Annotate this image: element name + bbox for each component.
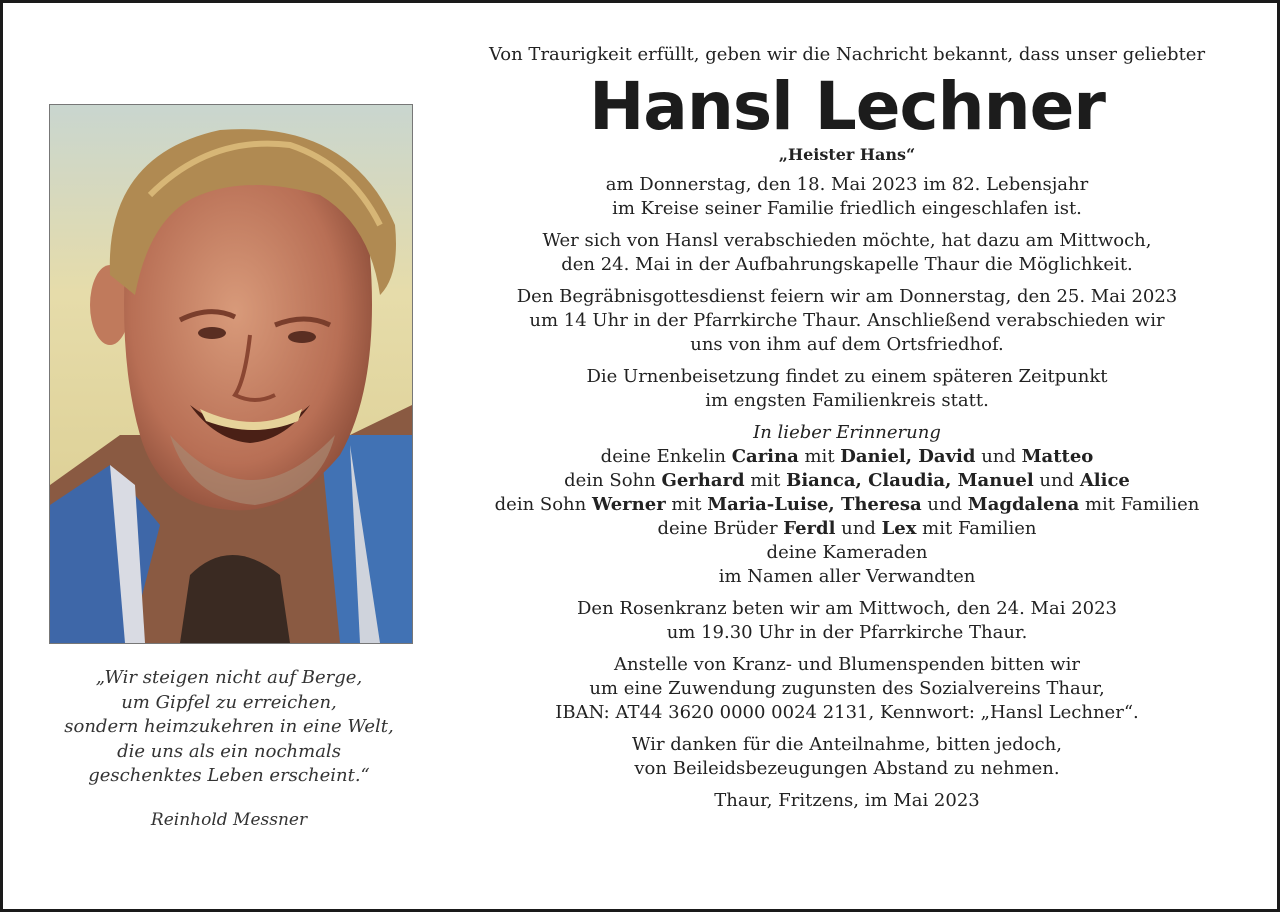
- donation-line: IBAN: AT44 3620 0000 0024 2131, Kennwort: „Hansl Lechner“.: [555, 702, 1139, 723]
- memory-heading: In lieber Erinnerung: [753, 422, 941, 443]
- quote-line: „Wir steigen nicht auf Berge,: [95, 667, 363, 688]
- nickname: „Heister Hans“: [778, 145, 916, 164]
- rosary-line: um 19.30 Uhr in der Pfarrkirche Thaur.: [666, 622, 1028, 643]
- death-line: im Kreise seiner Familie friedlich eingeschlafen ist.: [612, 198, 1082, 219]
- memorial-quote: [23, 666, 435, 789]
- farewell-line: Wer sich von Hansl verabschieden möchte, hat dazu am Mittwoch,: [542, 230, 1152, 251]
- mourner-line: im Namen aller Verwandten: [718, 566, 976, 587]
- mourner-line: deine Enkelin Carina mit Daniel, David und Matteo: [600, 446, 1094, 467]
- portrait-photo: [49, 104, 413, 644]
- intro-text: Von Traurigkeit erfüllt, geben wir die Nachricht bekannt, dass unser geliebter: [488, 44, 1206, 65]
- place-date: Thaur, Fritzens, im Mai 2023: [714, 790, 980, 811]
- donation-line: Anstelle von Kranz- und Blumenspenden bitten wir: [614, 654, 1080, 675]
- thanks-line: Wir danken für die Anteilnahme, bitten jedoch,: [632, 734, 1062, 755]
- death-line: am Donnerstag, den 18. Mai 2023 im 82. Lebensjahr: [605, 174, 1089, 195]
- funeral-line: Den Begräbnisgottesdienst feiern wir am Donnerstag, den 25. Mai 2023: [516, 286, 1178, 307]
- quote-line: sondern heimzukehren in eine Welt,: [64, 716, 394, 737]
- funeral-line: um 14 Uhr in der Pfarrkirche Thaur. Anschließend verabschieden wir: [529, 310, 1165, 331]
- rosary-line: Den Rosenkranz beten wir am Mittwoch, den 24. Mai 2023: [577, 598, 1117, 619]
- quote-author: Reinhold Messner: [150, 810, 308, 830]
- urn-line: Die Urnenbeisetzung findet zu einem späteren Zeitpunkt: [586, 366, 1108, 387]
- thanks-line: von Beileidsbezeugungen Abstand zu nehmen.: [634, 758, 1060, 779]
- quote-line: die uns als ein nochmals: [117, 740, 341, 762]
- quote-line: geschenktes Leben erscheint.“: [88, 765, 370, 786]
- mourner-line: dein Sohn Gerhard mit Bianca, Claudia, Manuel und Alice: [564, 470, 1130, 491]
- obituary-text: [447, 43, 1247, 813]
- mourner-line: deine Kameraden: [766, 542, 928, 563]
- urn-line: im engsten Familienkreis statt.: [705, 390, 989, 411]
- deceased-name: Hansl Lechner: [589, 68, 1105, 145]
- donation-line: um eine Zuwendung zugunsten des Sozialvereins Thaur,: [589, 678, 1105, 699]
- farewell-line: den 24. Mai in der Aufbahrungskapelle Thaur die Möglichkeit.: [561, 254, 1133, 275]
- quote-line: um Gipfel zu erreichen,: [121, 691, 337, 713]
- mourner-line: dein Sohn Werner mit Maria-Luise, Theresa und Magdalena mit Familien: [494, 494, 1200, 515]
- mourner-line: deine Brüder Ferdl und Lex mit Familien: [657, 518, 1037, 539]
- funeral-line: uns von ihm auf dem Ortsfriedhof.: [690, 334, 1004, 355]
